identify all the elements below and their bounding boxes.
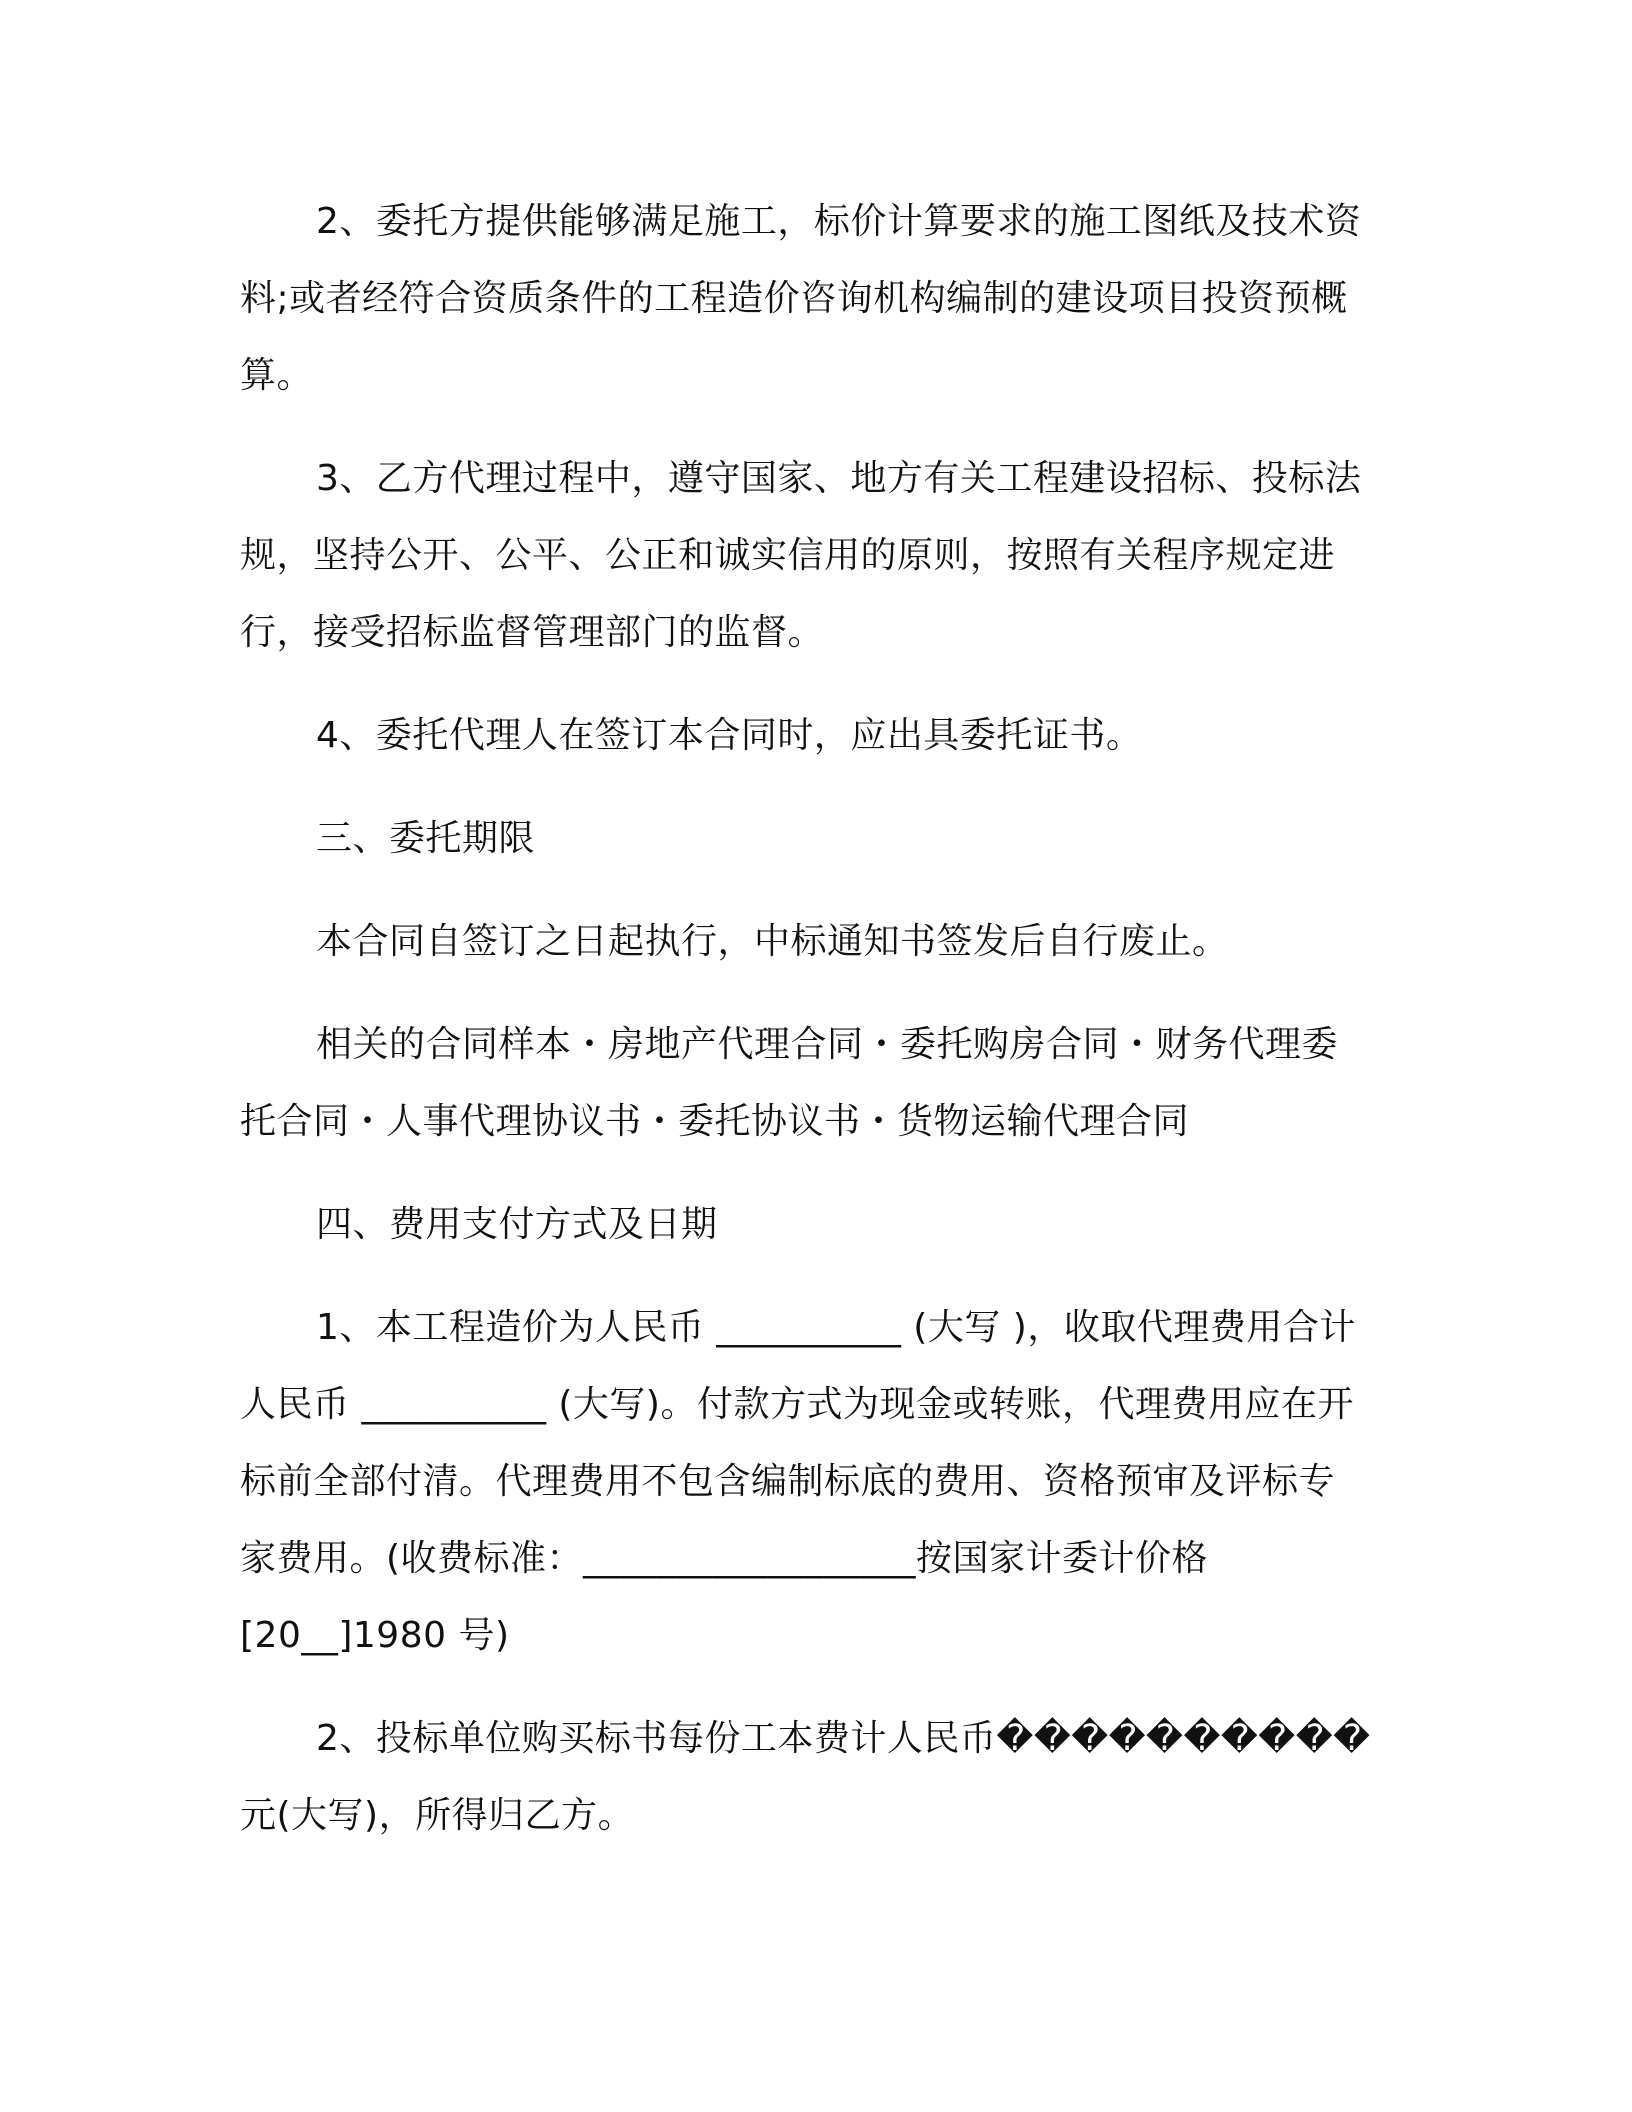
text-line: 料;或者经符合资质条件的工程造价咨询机构编制的建设项目投资预概 <box>240 278 1348 319</box>
clause-paragraph <box>240 1700 1380 1854</box>
text-line: 元(大写)，所得归乙方。 <box>240 1795 635 1836</box>
section-heading <box>240 1186 1380 1263</box>
clause-paragraph <box>240 1289 1380 1674</box>
text-line: 2、委托方提供能够满足施工，标价计算要求的施工图纸及技术资 <box>316 201 1362 242</box>
text-line: 4、委托代理人在签订本合同时，应出具委托证书。 <box>316 715 1143 756</box>
text-line: 人民币 __________ (大写)。付款方式为现金或转账，代理费用应在开 <box>240 1384 1354 1425</box>
text-line: 标前全部付清。代理费用不包含编制标底的费用、资格预审及评标专 <box>240 1461 1336 1502</box>
text-line: 托合同・人事代理协议书・委托协议书・货物运输代理合同 <box>240 1101 1190 1142</box>
text-line: 规，坚持公开、公平、公正和诚实信用的原则，按照有关程序规定进 <box>240 535 1336 576</box>
text-line: [20__]1980 号) <box>240 1615 510 1656</box>
text-line: 3、乙方代理过程中，遵守国家、地方有关工程建设招标、投标法 <box>316 458 1362 499</box>
text-line: 1、本工程造价为人民币 __________ (大写 )，收取代理费用合计 <box>316 1307 1356 1348</box>
clause-paragraph <box>240 903 1380 980</box>
related-samples-paragraph <box>240 1006 1380 1160</box>
clause-paragraph <box>240 440 1380 671</box>
document-body <box>240 183 1380 1880</box>
clause-paragraph <box>240 697 1380 774</box>
text-line: 四、费用支付方式及日期 <box>316 1204 718 1245</box>
text-line: 三、委托期限 <box>316 818 536 859</box>
text-line: 相关的合同样本・房地产代理合同・委托购房合同・财务代理委 <box>316 1024 1339 1065</box>
text-line: 算。 <box>240 355 314 396</box>
section-heading <box>240 800 1380 877</box>
text-line: 家费用。(收费标准：__________________按国家计委计价格 <box>240 1538 1209 1579</box>
clause-paragraph <box>240 183 1380 414</box>
text-line: 2、投标单位购买标书每份工本费计人民币���������� <box>316 1718 1371 1759</box>
text-line: 行，接受招标监督管理部门的监督。 <box>240 612 825 653</box>
text-line: 本合同自签订之日起执行，中标通知书签发后自行废止。 <box>316 921 1229 962</box>
